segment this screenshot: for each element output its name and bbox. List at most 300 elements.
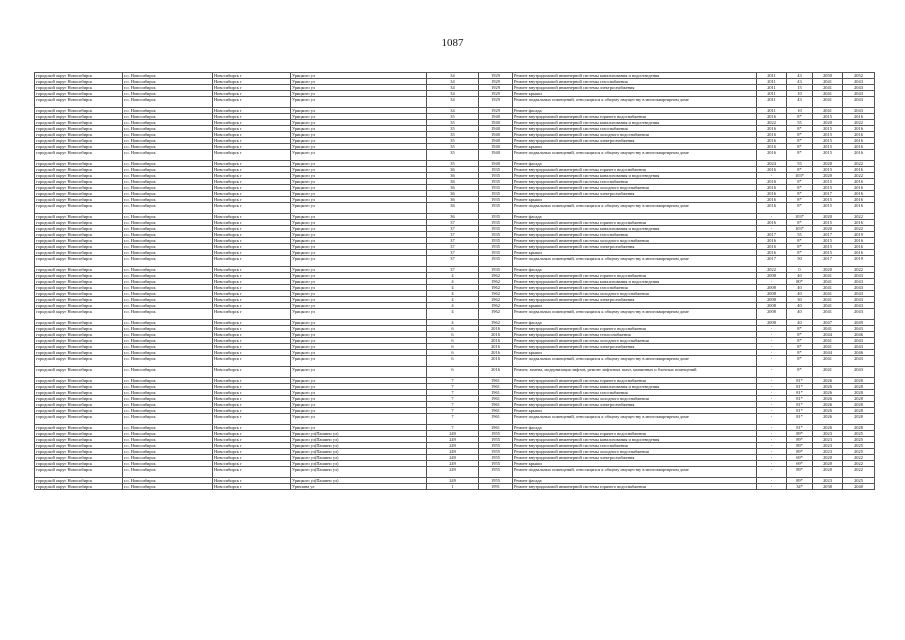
street-cell: Урицкого ул(Пашино ул) bbox=[291, 455, 427, 461]
house-number-cell: 4 bbox=[427, 309, 479, 320]
start-year-cell: 2041 bbox=[813, 309, 843, 320]
work-type-cell: Ремонт внутридомовой инженерной системы канализования и водоотведения bbox=[513, 226, 757, 232]
street-cell: Урицкого ул(Пашино ул) bbox=[291, 437, 427, 443]
work-type-cell: Ремонт внутридомовой инженерной системы электроснабжения bbox=[513, 344, 757, 350]
build-year-cell: 1940 bbox=[479, 144, 513, 150]
build-year-cell: 1955 bbox=[479, 431, 513, 437]
end-year-cell: 2043 bbox=[843, 338, 875, 344]
wear-cell: 81* bbox=[787, 396, 813, 402]
work-type-cell: Ремонт внутридомовой инженерной системы холодного водоснабжения bbox=[513, 396, 757, 402]
house-number-cell: 7 bbox=[427, 425, 479, 431]
house-number-cell: 4 bbox=[427, 279, 479, 285]
end-year-cell: 2043 bbox=[843, 356, 875, 367]
build-year-cell: 1935 bbox=[479, 185, 513, 191]
municipality-cell: г.о. Новосибирск bbox=[123, 390, 213, 396]
last-repair-cell: - bbox=[757, 356, 787, 367]
wear-cell: 8* bbox=[787, 326, 813, 332]
wear-cell: 8* bbox=[787, 150, 813, 161]
wear-cell: 8* bbox=[787, 356, 813, 367]
street-cell: Урицкого ул bbox=[291, 91, 427, 97]
street-cell: Урицкого ул bbox=[291, 378, 427, 384]
street-cell: Урицкого ул bbox=[291, 197, 427, 203]
street-cell: Урицкого ул bbox=[291, 250, 427, 256]
wear-cell: 40 bbox=[787, 285, 813, 291]
end-year-cell: 2025 bbox=[843, 449, 875, 455]
street-cell: Урицкого ул bbox=[291, 332, 427, 338]
house-number-cell: 34 bbox=[427, 91, 479, 97]
end-year-cell: 2043 bbox=[843, 326, 875, 332]
house-number-cell: 4 bbox=[427, 297, 479, 303]
build-year-cell: 1962 bbox=[479, 303, 513, 309]
last-repair-cell: 2022 bbox=[757, 120, 787, 126]
city-cell: Новосибирск г bbox=[213, 378, 291, 384]
street-cell: Урицкого ул bbox=[291, 173, 427, 179]
work-type-cell: Ремонт внутридомовой инженерной системы газоснабжения bbox=[513, 232, 757, 238]
wear-cell: 8* bbox=[787, 191, 813, 197]
district-cell: городской округ Новосибирск bbox=[35, 303, 123, 309]
municipality-cell: г.о. Новосибирск bbox=[123, 367, 213, 378]
build-year-cell: 1962 bbox=[479, 291, 513, 297]
wear-cell: 89* bbox=[787, 443, 813, 449]
city-cell: Новосибирск г bbox=[213, 267, 291, 273]
street-cell: Урицкого ул(Пашино ул) bbox=[291, 449, 427, 455]
wear-cell: 81* bbox=[787, 425, 813, 431]
end-year-cell: 2043 bbox=[843, 344, 875, 350]
start-year-cell: 2020 bbox=[813, 161, 843, 167]
municipality-cell: г.о. Новосибирск bbox=[123, 478, 213, 484]
district-cell: городской округ Новосибирск bbox=[35, 214, 123, 220]
municipality-cell: г.о. Новосибирск bbox=[123, 303, 213, 309]
build-year-cell: 1929 bbox=[479, 73, 513, 79]
district-cell: городской округ Новосибирск bbox=[35, 126, 123, 132]
work-type-cell: Ремонт внутридомовой инженерной системы горячего водоснабжения bbox=[513, 378, 757, 384]
district-cell: городской округ Новосибирск bbox=[35, 167, 123, 173]
start-year-cell: 2023 bbox=[813, 478, 843, 484]
build-year-cell: 1935 bbox=[479, 191, 513, 197]
city-cell: Новосибирск г bbox=[213, 332, 291, 338]
street-cell: Урицкого ул bbox=[291, 97, 427, 108]
end-year-cell: 2028 bbox=[843, 396, 875, 402]
end-year-cell: 2022 bbox=[843, 161, 875, 167]
last-repair-cell: - bbox=[757, 378, 787, 384]
build-year-cell: 1935 bbox=[479, 179, 513, 185]
build-year-cell: 1940 bbox=[479, 150, 513, 161]
district-cell: городской округ Новосибирск bbox=[35, 197, 123, 203]
city-cell: Новосибирск г bbox=[213, 173, 291, 179]
end-year-cell: 2028 bbox=[843, 390, 875, 396]
build-year-cell: 1955 bbox=[479, 437, 513, 443]
start-year-cell: 2020 bbox=[813, 173, 843, 179]
wear-cell: 8* bbox=[787, 220, 813, 226]
city-cell: Новосибирск г bbox=[213, 126, 291, 132]
city-cell: Новосибирск г bbox=[213, 161, 291, 167]
municipality-cell: г.о. Новосибирск bbox=[123, 396, 213, 402]
last-repair-cell: 2016 bbox=[757, 250, 787, 256]
wear-cell: 103* bbox=[787, 226, 813, 232]
last-repair-cell: - bbox=[757, 344, 787, 350]
end-year-cell: 2043 bbox=[843, 79, 875, 85]
street-cell: Урицкого ул bbox=[291, 309, 427, 320]
street-cell: Урицкого ул bbox=[291, 273, 427, 279]
district-cell: городской округ Новосибирск bbox=[35, 326, 123, 332]
build-year-cell: 1929 bbox=[479, 91, 513, 97]
end-year-cell: 2028 bbox=[843, 425, 875, 431]
street-cell: Урицкого ул bbox=[291, 226, 427, 232]
municipality-cell: г.о. Новосибирск bbox=[123, 402, 213, 408]
end-year-cell: 2028 bbox=[843, 408, 875, 414]
end-year-cell: 2043 bbox=[843, 297, 875, 303]
municipality-cell: г.о. Новосибирск bbox=[123, 185, 213, 191]
municipality-cell: г.о. Новосибирск bbox=[123, 350, 213, 356]
wear-cell: 81* bbox=[787, 402, 813, 408]
end-year-cell: 2028 bbox=[843, 402, 875, 408]
city-cell: Новосибирск г bbox=[213, 91, 291, 97]
last-repair-cell: 2011 bbox=[757, 108, 787, 114]
last-repair-cell: 2016 bbox=[757, 203, 787, 214]
street-cell: Урицкого ул bbox=[291, 425, 427, 431]
house-number-cell: 37 bbox=[427, 220, 479, 226]
house-number-cell: 4 bbox=[427, 291, 479, 297]
end-year-cell: 2043 bbox=[843, 91, 875, 97]
wear-cell: 8* bbox=[787, 350, 813, 356]
work-type-cell: Ремонт фасада bbox=[513, 320, 757, 326]
last-repair-cell: - bbox=[757, 449, 787, 455]
house-number-cell: 4 bbox=[427, 285, 479, 291]
last-repair-cell: 2022 bbox=[757, 267, 787, 273]
last-repair-cell: - bbox=[757, 338, 787, 344]
start-year-cell: 2047 bbox=[813, 320, 843, 326]
last-repair-cell: 2016 bbox=[757, 179, 787, 185]
work-type-cell: Ремонт фасада bbox=[513, 267, 757, 273]
city-cell: Новосибирск г bbox=[213, 297, 291, 303]
house-number-cell: 34 bbox=[427, 73, 479, 79]
work-type-cell: Ремонт внутридомовой инженерной системы электроснабжения bbox=[513, 297, 757, 303]
start-year-cell: 2041 bbox=[813, 344, 843, 350]
build-year-cell: 1955 bbox=[479, 478, 513, 484]
city-cell: Новосибирск г bbox=[213, 326, 291, 332]
municipality-cell: г.о. Новосибирск bbox=[123, 144, 213, 150]
municipality-cell: г.о. Новосибирск bbox=[123, 285, 213, 291]
district-cell: городской округ Новосибирск bbox=[35, 338, 123, 344]
district-cell: городской округ Новосибирск bbox=[35, 138, 123, 144]
wear-cell: 0 bbox=[787, 267, 813, 273]
house-number-cell: 36 bbox=[427, 197, 479, 203]
district-cell: городской округ Новосибирск bbox=[35, 256, 123, 267]
work-type-cell: Ремонт крыши bbox=[513, 91, 757, 97]
last-repair-cell: 2016 bbox=[757, 238, 787, 244]
municipality-cell: г.о. Новосибирск bbox=[123, 384, 213, 390]
house-number-cell: 37 bbox=[427, 226, 479, 232]
wear-cell: 8* bbox=[787, 238, 813, 244]
municipality-cell: г.о. Новосибирск bbox=[123, 431, 213, 437]
municipality-cell: г.о. Новосибирск bbox=[123, 191, 213, 197]
last-repair-cell: 2016 bbox=[757, 185, 787, 191]
street-cell: Урицкого ул bbox=[291, 414, 427, 425]
last-repair-cell: - bbox=[757, 384, 787, 390]
municipality-cell: г.о. Новосибирск bbox=[123, 449, 213, 455]
last-repair-cell: 2008 bbox=[757, 320, 787, 326]
house-number-cell: 36 bbox=[427, 185, 479, 191]
street-cell: Урицкого ул bbox=[291, 297, 427, 303]
city-cell: Новосибирск г bbox=[213, 179, 291, 185]
district-cell: городской округ Новосибирск bbox=[35, 73, 123, 79]
district-cell: городской округ Новосибирск bbox=[35, 309, 123, 320]
build-year-cell: 1935 bbox=[479, 197, 513, 203]
city-cell: Новосибирск г bbox=[213, 484, 291, 490]
work-type-cell: Ремонт внутридомовой инженерной системы электроснабжения bbox=[513, 85, 757, 91]
city-cell: Новосибирск г bbox=[213, 408, 291, 414]
street-cell: Урицкого ул(Пашино ул) bbox=[291, 443, 427, 449]
build-year-cell: 1955 bbox=[479, 467, 513, 478]
district-cell: городской округ Новосибирск bbox=[35, 250, 123, 256]
house-number-cell: 4 bbox=[427, 303, 479, 309]
work-type-cell: Ремонт внутридомовой инженерной системы холодного водоснабжения bbox=[513, 291, 757, 297]
house-number-cell: 37 bbox=[427, 238, 479, 244]
street-cell: Урицкого ул bbox=[291, 326, 427, 332]
wear-cell: 69* bbox=[787, 461, 813, 467]
end-year-cell: 2043 bbox=[843, 85, 875, 91]
build-year-cell: 1962 bbox=[479, 297, 513, 303]
end-year-cell: 2025 bbox=[843, 437, 875, 443]
house-number-cell: 6 bbox=[427, 338, 479, 344]
wear-cell: 8* bbox=[787, 126, 813, 132]
build-year-cell: 1962 bbox=[479, 279, 513, 285]
work-type-cell: Ремонт внутридомовой инженерной системы холодного водоснабжения bbox=[513, 338, 757, 344]
house-number-cell: 35 bbox=[427, 114, 479, 120]
build-year-cell: 2016 bbox=[479, 338, 513, 344]
wear-cell: 50 bbox=[787, 256, 813, 267]
build-year-cell: 1929 bbox=[479, 79, 513, 85]
house-number-cell: 6 bbox=[427, 344, 479, 350]
municipality-cell: г.о. Новосибирск bbox=[123, 220, 213, 226]
start-year-cell: 2015 bbox=[813, 126, 843, 132]
city-cell: Новосибирск г bbox=[213, 132, 291, 138]
start-year-cell: 2023 bbox=[813, 437, 843, 443]
table-row bbox=[35, 309, 875, 320]
build-year-cell: 1961 bbox=[479, 425, 513, 431]
city-cell: Новосибирск г bbox=[213, 461, 291, 467]
house-number-cell: 35 bbox=[427, 161, 479, 167]
district-cell: городской округ Новосибирск bbox=[35, 273, 123, 279]
work-type-cell: Ремонт внутридомовой инженерной системы электроснабжения bbox=[513, 402, 757, 408]
municipality-cell: г.о. Новосибирск bbox=[123, 114, 213, 120]
last-repair-cell: 2016 bbox=[757, 167, 787, 173]
city-cell: Новосибирск г bbox=[213, 244, 291, 250]
district-cell: городской округ Новосибирск bbox=[35, 244, 123, 250]
work-type-cell: Ремонт внутридомовой инженерной системы горячего водоснабжения bbox=[513, 167, 757, 173]
district-cell: городской округ Новосибирск bbox=[35, 150, 123, 161]
street-cell: Урицкого ул bbox=[291, 150, 427, 161]
work-type-cell: Ремонт внутридомовой инженерной системы газоснабжения bbox=[513, 79, 757, 85]
city-cell: Новосибирск г bbox=[213, 220, 291, 226]
city-cell: Новосибирск г bbox=[213, 97, 291, 108]
end-year-cell: 2049 bbox=[843, 320, 875, 326]
last-repair-cell: 2024 bbox=[757, 161, 787, 167]
build-year-cell: 1929 bbox=[479, 97, 513, 108]
district-cell: городской округ Новосибирск bbox=[35, 232, 123, 238]
wear-cell: 81* bbox=[787, 390, 813, 396]
wear-cell: 40 bbox=[787, 320, 813, 326]
build-year-cell: 1935 bbox=[479, 250, 513, 256]
house-number-cell: 37 bbox=[427, 267, 479, 273]
wear-cell: 43 bbox=[787, 79, 813, 85]
last-repair-cell: 2016 bbox=[757, 220, 787, 226]
start-year-cell: 2015 bbox=[813, 144, 843, 150]
last-repair-cell: 2016 bbox=[757, 126, 787, 132]
street-cell: Урицкого ул bbox=[291, 179, 427, 185]
build-year-cell: 1940 bbox=[479, 126, 513, 132]
start-year-cell: 2020 bbox=[813, 461, 843, 467]
work-type-cell: Ремонт внутридомовой инженерной системы горячего водоснабжения bbox=[513, 431, 757, 437]
work-type-cell: Ремонт крыши bbox=[513, 144, 757, 150]
last-repair-cell: 2011 bbox=[757, 79, 787, 85]
wear-cell: 8* bbox=[787, 132, 813, 138]
city-cell: Новосибирск г bbox=[213, 273, 291, 279]
work-type-cell: Ремонт крыши bbox=[513, 408, 757, 414]
street-cell: Урицкого ул(Пашино ул) bbox=[291, 461, 427, 467]
work-type-cell: Ремонт подвальных помещений, относящихся к общему имуществу в многоквартирном доме bbox=[513, 414, 757, 425]
start-year-cell: 2026 bbox=[813, 408, 843, 414]
city-cell: Новосибирск г bbox=[213, 191, 291, 197]
end-year-cell: 2043 bbox=[843, 309, 875, 320]
district-cell: городской округ Новосибирск bbox=[35, 467, 123, 478]
end-year-cell: 2043 bbox=[843, 367, 875, 378]
wear-cell: 8* bbox=[787, 138, 813, 144]
municipality-cell: г.о. Новосибирск bbox=[123, 320, 213, 326]
city-cell: Новосибирск г bbox=[213, 338, 291, 344]
build-year-cell: 1991 bbox=[479, 484, 513, 490]
start-year-cell: 2041 bbox=[813, 367, 843, 378]
build-year-cell: 1935 bbox=[479, 173, 513, 179]
start-year-cell: 2023 bbox=[813, 431, 843, 437]
district-cell: городской округ Новосибирск bbox=[35, 144, 123, 150]
house-number-cell: 36 bbox=[427, 167, 479, 173]
work-type-cell: Ремонт внутридомовой инженерной системы холодного водоснабжения bbox=[513, 238, 757, 244]
street-cell: Урицкого ул bbox=[291, 191, 427, 197]
end-year-cell: 2028 bbox=[843, 414, 875, 425]
start-year-cell: 2015 bbox=[813, 197, 843, 203]
house-number-cell: 7 bbox=[427, 384, 479, 390]
start-year-cell: 2026 bbox=[813, 396, 843, 402]
district-cell: городской округ Новосибирск bbox=[35, 279, 123, 285]
municipality-cell: г.о. Новосибирск bbox=[123, 232, 213, 238]
district-cell: городской округ Новосибирск bbox=[35, 461, 123, 467]
wear-cell: 15 bbox=[787, 85, 813, 91]
municipality-cell: г.о. Новосибирск bbox=[123, 326, 213, 332]
work-type-cell: Ремонт внутридомовой инженерной системы холодного водоснабжения bbox=[513, 449, 757, 455]
build-year-cell: 1940 bbox=[479, 120, 513, 126]
house-number-cell: 35 bbox=[427, 120, 479, 126]
district-cell: городской округ Новосибирск bbox=[35, 191, 123, 197]
wear-cell: 89* bbox=[787, 431, 813, 437]
work-type-cell: Ремонт внутридомовой инженерной системы горячего водоснабжения bbox=[513, 273, 757, 279]
wear-cell: 8* bbox=[787, 179, 813, 185]
last-repair-cell: 2011 bbox=[757, 91, 787, 97]
street-cell: Урицкого ул bbox=[291, 85, 427, 91]
city-cell: Новосибирск г bbox=[213, 250, 291, 256]
work-type-cell: Ремонт внутридомовой инженерной системы газоснабжения bbox=[513, 285, 757, 291]
start-year-cell: 2044 bbox=[813, 350, 843, 356]
last-repair-cell: 2017 bbox=[757, 232, 787, 238]
start-year-cell: 2017 bbox=[813, 191, 843, 197]
wear-cell: 80* bbox=[787, 279, 813, 285]
start-year-cell: 2015 bbox=[813, 179, 843, 185]
house-number-cell: 7 bbox=[427, 408, 479, 414]
wear-cell: 43 bbox=[787, 73, 813, 79]
municipality-cell: г.о. Новосибирск bbox=[123, 256, 213, 267]
last-repair-cell: 2016 bbox=[757, 150, 787, 161]
end-year-cell: 2022 bbox=[843, 173, 875, 179]
house-number-cell: 36 bbox=[427, 179, 479, 185]
city-cell: Новосибирск г bbox=[213, 303, 291, 309]
wear-cell: 55 bbox=[787, 161, 813, 167]
city-cell: Новосибирск г bbox=[213, 214, 291, 220]
street-cell: Урицкого ул bbox=[291, 79, 427, 85]
city-cell: Новосибирск г bbox=[213, 114, 291, 120]
start-year-cell: 2015 bbox=[813, 150, 843, 161]
start-year-cell: 2041 bbox=[813, 91, 843, 97]
city-cell: Новосибирск г bbox=[213, 384, 291, 390]
street-cell: Урицкого ул bbox=[291, 161, 427, 167]
end-year-cell: 2022 bbox=[843, 120, 875, 126]
municipality-cell: г.о. Новосибирск bbox=[123, 214, 213, 220]
work-type-cell: Ремонт внутридомовой инженерной системы газоснабжения bbox=[513, 126, 757, 132]
start-year-cell: 2041 bbox=[813, 108, 843, 114]
work-type-cell: Ремонт подвальных помещений, относящихся к общему имуществу в многоквартирном доме bbox=[513, 356, 757, 367]
wear-cell: 81* bbox=[787, 408, 813, 414]
last-repair-cell: 2016 bbox=[757, 144, 787, 150]
street-cell: Урицкого ул bbox=[291, 138, 427, 144]
street-cell: Урицкого ул bbox=[291, 114, 427, 120]
build-year-cell: 1962 bbox=[479, 273, 513, 279]
house-number-cell: 249 bbox=[427, 431, 479, 437]
district-cell: городской округ Новосибирск bbox=[35, 414, 123, 425]
city-cell: Новосибирск г bbox=[213, 344, 291, 350]
end-year-cell: 2016 bbox=[843, 167, 875, 173]
wear-cell: 8* bbox=[787, 185, 813, 191]
district-cell: городской округ Новосибирск bbox=[35, 161, 123, 167]
street-cell: Урицкого ул bbox=[291, 126, 427, 132]
table-row bbox=[35, 484, 875, 490]
end-year-cell: 2016 bbox=[843, 144, 875, 150]
municipality-cell: г.о. Новосибирск bbox=[123, 173, 213, 179]
end-year-cell: 2016 bbox=[843, 220, 875, 226]
district-cell: городской округ Новосибирск bbox=[35, 114, 123, 120]
wear-cell: 8* bbox=[787, 144, 813, 150]
start-year-cell: 2041 bbox=[813, 273, 843, 279]
start-year-cell: 2044 bbox=[813, 332, 843, 338]
work-type-cell: Ремонт фасада bbox=[513, 214, 757, 220]
wear-cell: 8* bbox=[787, 367, 813, 378]
last-repair-cell: - bbox=[757, 367, 787, 378]
last-repair-cell: 2008 bbox=[757, 273, 787, 279]
municipality-cell: г.о. Новосибирск bbox=[123, 297, 213, 303]
district-cell: городской округ Новосибирск bbox=[35, 132, 123, 138]
last-repair-cell: - bbox=[757, 461, 787, 467]
start-year-cell: 2020 bbox=[813, 226, 843, 232]
last-repair-cell: 2016 bbox=[757, 114, 787, 120]
district-cell: городской округ Новосибирск bbox=[35, 356, 123, 367]
last-repair-cell: - bbox=[757, 402, 787, 408]
district-cell: городской округ Новосибирск bbox=[35, 455, 123, 461]
start-year-cell: 2041 bbox=[813, 97, 843, 108]
city-cell: Новосибирск г bbox=[213, 414, 291, 425]
work-type-cell: Ремонт внутридомовой инженерной системы теплоснабжения bbox=[513, 332, 757, 338]
municipality-cell: г.о. Новосибирск bbox=[123, 443, 213, 449]
house-number-cell: 34 bbox=[427, 79, 479, 85]
end-year-cell: 2028 bbox=[843, 384, 875, 390]
end-year-cell: 2019 bbox=[843, 232, 875, 238]
